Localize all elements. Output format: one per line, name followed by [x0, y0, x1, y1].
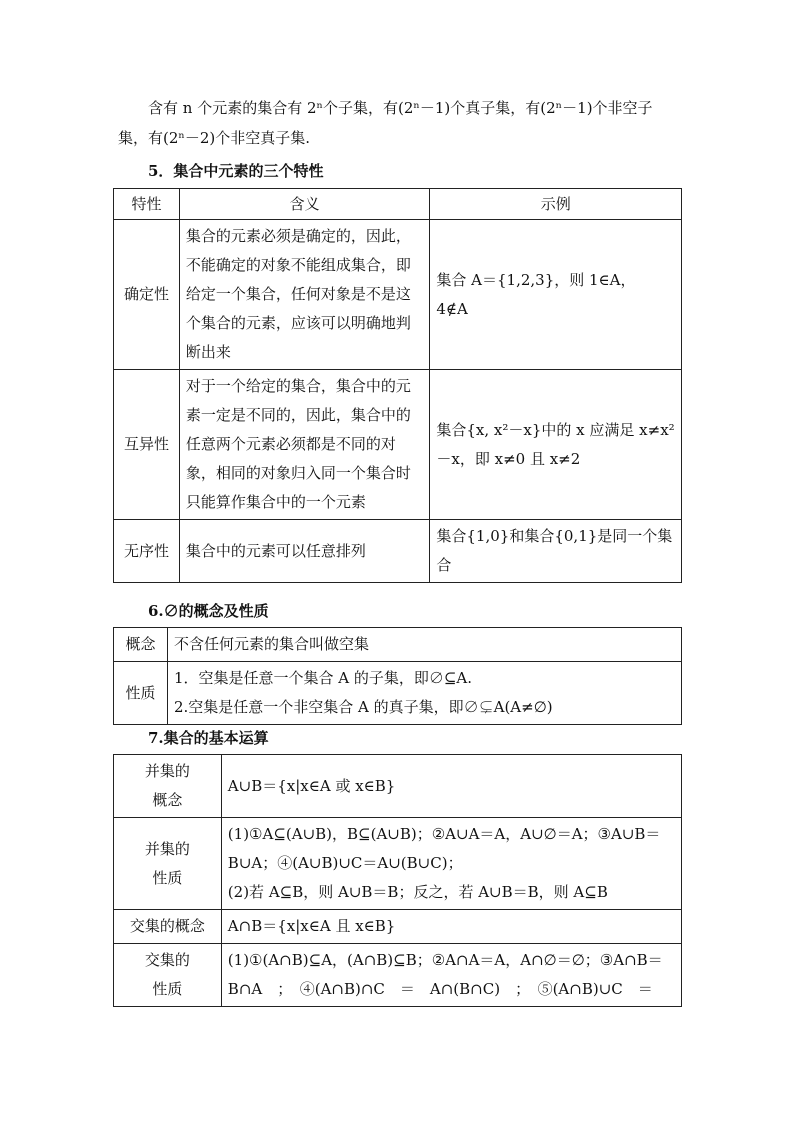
table-row — [114, 818, 682, 910]
table-header-row — [114, 189, 682, 220]
row-content — [221, 944, 681, 1007]
content-line: (2)若 A⊆B，则 A∪B＝B；反之，若 A∪B＝B，则 A⊆B — [227, 883, 608, 901]
row-name: 确定性 — [114, 220, 180, 370]
property-text — [167, 662, 681, 725]
content-line: B∪A；④(A∪B)∪C＝A∪(B∪C)； — [227, 854, 463, 872]
table-row — [114, 662, 682, 725]
row-name: 互异性 — [114, 370, 180, 520]
meaning-line: 个集合的元素，应该可以明确地判 — [185, 314, 411, 332]
property-line: 1．空集是任意一个集合 A 的子集，即∅⊆A. — [173, 669, 473, 687]
concept-label: 概念 — [114, 628, 168, 662]
intro-line-2: 集，有(2ⁿ－2)个非空真子集. — [118, 129, 311, 147]
meaning-line: 只能算作集合中的一个元素 — [185, 493, 366, 511]
row-example — [430, 220, 682, 370]
row-example — [430, 370, 682, 520]
row-label — [114, 818, 222, 910]
properties-table — [113, 188, 682, 583]
property-line: 2.空集是任意一个非空集合 A 的真子集，即∅⊊A(A≠∅) — [173, 698, 553, 716]
table-row — [114, 910, 682, 944]
label-line: 性质 — [152, 980, 183, 998]
concept-text: 不含任何元素的集合叫做空集 — [167, 628, 681, 662]
section-6-heading: 6.∅的概念及性质 — [148, 602, 269, 620]
content-line: B∩A ； ④(A∩B)∩C ＝ A∩(B∩C) ； ⑤(A∩B)∪C ＝ — [227, 980, 653, 998]
row-content — [221, 755, 681, 818]
intro-line-1: 含有 n 个元素的集合有 2ⁿ个子集，有(2ⁿ－1)个真子集，有(2ⁿ－1)个非空子 — [148, 99, 653, 117]
operations-table — [113, 754, 682, 1007]
example-line: 集合 A＝{1,2,3}，则 1∈A， — [436, 270, 636, 289]
label-line: 并集的 — [144, 839, 190, 858]
table-row — [114, 220, 682, 370]
example-line: 4∉A — [436, 299, 468, 318]
empty-set-table — [113, 627, 682, 725]
table-row — [114, 944, 682, 1007]
row-content — [221, 910, 681, 944]
meaning-line: 对于一个给定的集合，集合中的元 — [185, 377, 411, 395]
table-row — [114, 628, 682, 662]
example-line: 集合{1,0}和集合{0,1}是同一个集 — [436, 527, 673, 545]
meaning-line: 集合的元素必须是确定的，因此， — [185, 227, 411, 245]
content-line: (1)①(A∩B)⊆A，(A∩B)⊆B；②A∩A＝A，A∩∅＝∅；③A∩B＝ — [227, 951, 663, 969]
meaning-line: 素一定是不同的，因此，集合中的 — [185, 406, 411, 424]
meaning-line: 集合中的元素可以任意排列 — [185, 541, 366, 560]
header-meaning: 含义 — [179, 189, 429, 220]
section-7-heading: 7.集合的基本运算 — [148, 729, 269, 747]
row-label — [114, 910, 222, 944]
meaning-line: 不能确定的对象不能组成集合，即 — [185, 256, 411, 274]
label-line: 概念 — [152, 791, 183, 809]
content-line: (1)①A⊆(A∪B)，B⊆(A∪B)；②A∪A＝A，A∪∅＝A；③A∪B＝ — [227, 825, 661, 843]
meaning-line: 断出来 — [185, 343, 231, 361]
example-line: 合 — [436, 556, 452, 574]
meaning-line: 给定一个集合，任何对象是不是这 — [185, 285, 411, 303]
row-meaning — [179, 370, 429, 520]
table-row — [114, 755, 682, 818]
header-property: 特性 — [114, 189, 180, 220]
row-content — [221, 818, 681, 910]
row-example — [430, 520, 682, 583]
row-label — [114, 944, 222, 1007]
content-line: A∪B＝{x|x∈A 或 x∈B} — [227, 776, 396, 795]
label-line: 交集的 — [144, 951, 190, 969]
meaning-line: 象，相同的对象归入同一个集合时 — [185, 464, 411, 482]
label-line: 性质 — [152, 868, 183, 887]
header-example: 示例 — [430, 189, 682, 220]
row-name: 无序性 — [114, 520, 180, 583]
table-row — [114, 520, 682, 583]
table-row — [114, 370, 682, 520]
row-meaning — [179, 520, 429, 583]
section-5-heading: 5．集合中元素的三个特性 — [148, 162, 324, 180]
row-meaning — [179, 220, 429, 370]
content-line: A∩B＝{x|x∈A 且 x∈B} — [227, 917, 396, 935]
property-label: 性质 — [114, 662, 168, 725]
label-line: 并集的 — [144, 762, 190, 780]
label-line: 交集的概念 — [129, 917, 205, 935]
example-line: 集合{x, x²－x}中的 x 应满足 x≠x² — [436, 420, 675, 439]
meaning-line: 任意两个元素必须都是不同的对 — [185, 435, 396, 453]
example-line: －x，即 x≠0 且 x≠2 — [436, 449, 581, 468]
row-label — [114, 755, 222, 818]
